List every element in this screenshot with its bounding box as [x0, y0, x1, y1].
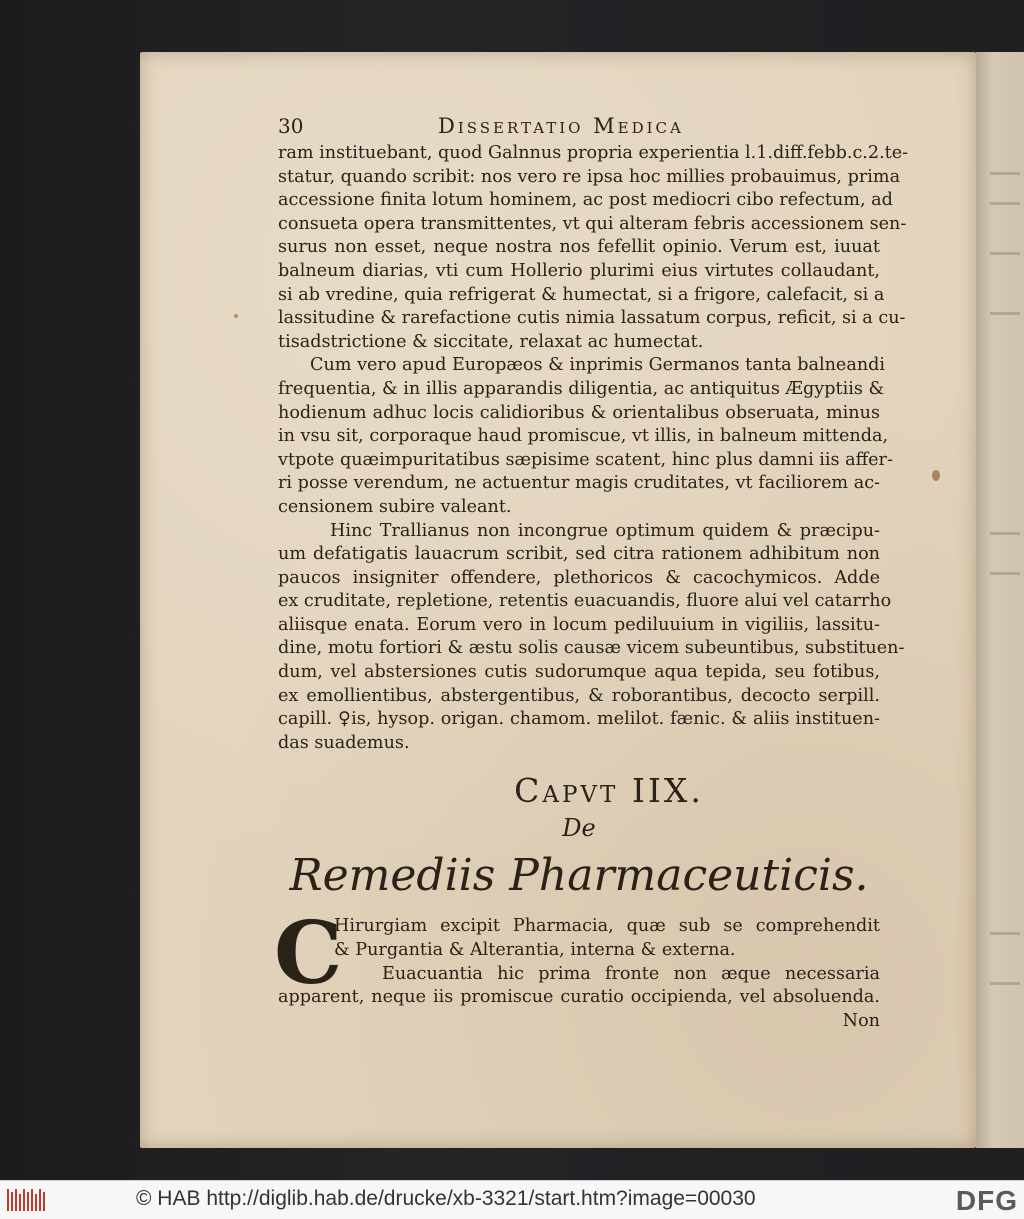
text-line: Euacuantia hic prima fronte non æque necessaria	[382, 963, 880, 984]
chapter-title: Remediis Pharmaceuticis.	[289, 850, 869, 902]
text-line: ex emollientibus, abstergentibus, & roborantibus, decocto serpill.	[278, 685, 880, 706]
text-line: Hinc Trallianus non incongrue optimum quidem & præcipu-	[330, 520, 880, 541]
text-line: apparent, neque iis promiscue curatio occipienda, vel absoluenda.	[278, 987, 880, 1008]
hab-barcode-logo-icon	[6, 1187, 48, 1213]
text-line: accessione finita lotum hominem, ac post mediocri cibo refectum, ad	[278, 190, 893, 211]
chapter-de: De	[562, 814, 596, 843]
dfg-logo: DFG	[955, 1185, 1018, 1216]
chapter-intro	[274, 903, 880, 1033]
text-line: capill. ♀is, hysop. origan. chamom. melilot. fænic. & aliis instituen-	[278, 709, 880, 730]
text-line: Hirurgiam excipit Pharmacia, quæ sub se comprehendit	[334, 916, 880, 937]
text-line: vtpote quæimpuritatibus sæpisime scatent, hinc plus damni iis affer-	[278, 449, 893, 470]
text-line: Cum vero apud Europæos & inprimis Germanos tanta balneandi	[310, 355, 886, 376]
running-title: Dissertatio Medica	[438, 114, 684, 138]
text-line: ri posse verendum, ne actuentur magis cruditates, vt faciliorem ac-	[278, 473, 880, 494]
text-line: frequentia, & in illis apparandis diligentia, ac antiquitus Ægyptiis &	[278, 378, 885, 399]
adjacent-page-edge	[976, 52, 1024, 1148]
text-line: si ab vredine, quia refrigerat & humectat, si a frigore, calefacit, si a	[278, 284, 885, 305]
text-line: & Purgantia & Alterantia, interna & externa.	[334, 940, 736, 961]
text-line: dum, vel abstersiones cutis sudorumque aqua tepida, seu fotibus,	[278, 662, 880, 683]
book-page	[140, 52, 976, 1148]
page-text	[274, 112, 909, 1033]
drop-cap: C	[274, 903, 343, 1005]
text-line: paucos insigniter offendere, plethoricos & cacochymicos. Adde	[278, 567, 880, 588]
text-line: censionem subire valeant.	[278, 496, 512, 517]
source-link[interactable]: © HAB http://diglib.hab.de/drucke/xb-3321/start.htm?image=00030	[136, 1187, 756, 1210]
text-line: das suademus.	[278, 732, 410, 753]
text-line: aliisque enata. Eorum vero in locum pediluuium in vigiliis, lassitu-	[278, 614, 880, 635]
text-line: hodienum adhuc locis calidioribus & orientalibus obseruata, minus	[278, 402, 880, 423]
paragraph-3	[278, 520, 905, 756]
footer-bar	[0, 1180, 1024, 1219]
text-line: tisadstrictione & siccitate, relaxat ac humectat.	[278, 331, 704, 352]
text-line: dine, motu fortiori & æstu solis causæ vicem subeuntibus, substituen-	[278, 638, 905, 659]
ink-stain-icon	[932, 470, 940, 481]
text-line: surus non esset, neque nostra nos fefellit opinio. Verum est, iuuat	[278, 237, 880, 258]
ink-dot-icon	[234, 314, 238, 318]
text-line: ex cruditate, repletione, retentis euacuandis, fluore alui vel catarrho	[278, 591, 892, 612]
running-head	[278, 112, 880, 142]
text-line: statur, quando scribit: nos vero re ipsa hoc millies probauimus, prima	[278, 166, 901, 187]
text-line: um defatigatis lauacrum scribit, sed citra rationem adhibitum non	[278, 544, 880, 565]
text-line: ram instituebant, quod Galnnus propria experientia l.1.diff.febb.c.2.te-	[278, 143, 909, 163]
text-line: in vsu sit, corporaque haud promiscue, vt illis, in balneum mittenda,	[278, 426, 889, 447]
catchword: Non	[842, 1010, 880, 1031]
text-line: balneum diarias, vti cum Hollerio plurimi eius virtutes collaudant,	[278, 260, 880, 281]
text-line: lassitudine & rarefactione cutis nimia lassatum corpus, reficit, si a cu-	[278, 308, 906, 329]
chapter-heading	[278, 769, 880, 907]
text-line: consueta opera transmittentes, vt qui alteram febris accessionem sen-	[278, 213, 907, 234]
paragraph-1	[278, 142, 909, 354]
page-number: 30	[278, 114, 304, 138]
chapter-number: Capvt IIX.	[514, 771, 704, 811]
paragraph-2	[278, 354, 893, 519]
